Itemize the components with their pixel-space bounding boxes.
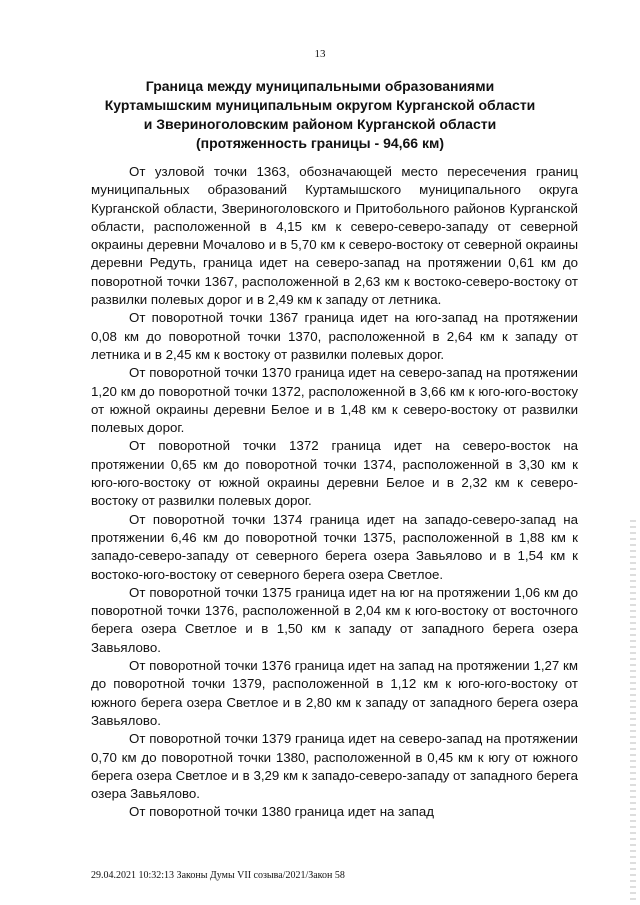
paragraph: От поворотной точки 1376 граница идет на запад на протяжении 1,27 км до поворотной точки 1379, расположенной в 1,12 км к юго-юго-востоку от южного берега озера Светлое и в 2,80 км к западу от западного берега озера Завьялово. [91,658,578,728]
title-line: и Звериноголовским районом Курганской области [143,116,497,132]
document-footer: 29.04.2021 10:32:13 Законы Думы VII созыва/2021/Закон 58 [91,870,345,881]
page-number: 13 [314,48,326,60]
title-line: Граница между муниципальными образованиями [145,78,495,94]
title-line: (протяженность границы - 94,66 км) [195,135,445,151]
paragraph: От поворотной точки 1380 граница идет на запад [129,804,434,820]
paragraph: От поворотной точки 1374 граница идет на западо-северо-запад на протяжении 6,46 км до поворотной точки 1375, расположенной в 1,88 км к западо-северо-западу от северного берега озера Завьялово и в 1,54 км к востоко-юго-востоку от северного берега озера Светлое. [91,511,578,582]
margin-stamp [630,520,636,900]
title-line: Куртамышским муниципальным округом Курганской области [104,97,536,113]
document-title [70,77,570,153]
paragraph: От поворотной точки 1370 граница идет на северо-запад на протяжении 1,20 км до поворотной точки 1372, расположенной в 3,66 км к юго-юго-востоку от южной окраины деревни Белое и в 1,48 км к северо-востоку от развилки полевых дорог. [91,365,578,436]
paragraph: От поворотной точки 1367 граница идет на юго-запад на протяжении 0,08 км до поворотной точки 1370, расположенной в 2,64 км к западу от летника и в 2,45 км к востоку от развилки полевых дорог. [91,310,578,362]
paragraph: От поворотной точки 1379 граница идет на северо-запад на протяжении 0,70 км до поворотной точки 1380, расположенной в 0,45 км к югу от южного берега озера Светлое и в 3,29 км к западо-северо-западу от западного берега озера Завьялово. [91,731,578,802]
paragraph: От поворотной точки 1372 граница идет на северо-восток на протяжении 0,65 км до поворотной точки 1374, расположенной в 3,30 км к юго-юго-востоку от южной окраины деревни Белое и в 2,32 км к северо-востоку от развилки полевых дорог. [91,438,578,509]
document-body [91,163,578,822]
paragraph: От поворотной точки 1375 граница идет на юг на протяжении 1,06 км до поворотной точки 1376, расположенной в 2,04 км к юго-востоку от восточного берега озера Светлое и в 1,50 км к западу от западного берега озера Завьялово. [91,584,578,655]
paragraph: От узловой точки 1363, обозначающей место пересечения границ муниципальных образований Куртамышского муниципального округа Курганской области, Звериноголовского и Притобольного районов Курганской области, расположенной в 4,15 км к северо-северо-западу от северной окраины деревни Мочалово и в 5,70 км к северо-востоку от северной окраины деревни Редуть, граница идет на северо-запад на протяжении 0,61 км до поворотной точки 1367, расположенной в 2,63 км к востоко-северо-востоку от развилки полевых дорог и в 2,49 км к западу от летника. [91,164,578,308]
